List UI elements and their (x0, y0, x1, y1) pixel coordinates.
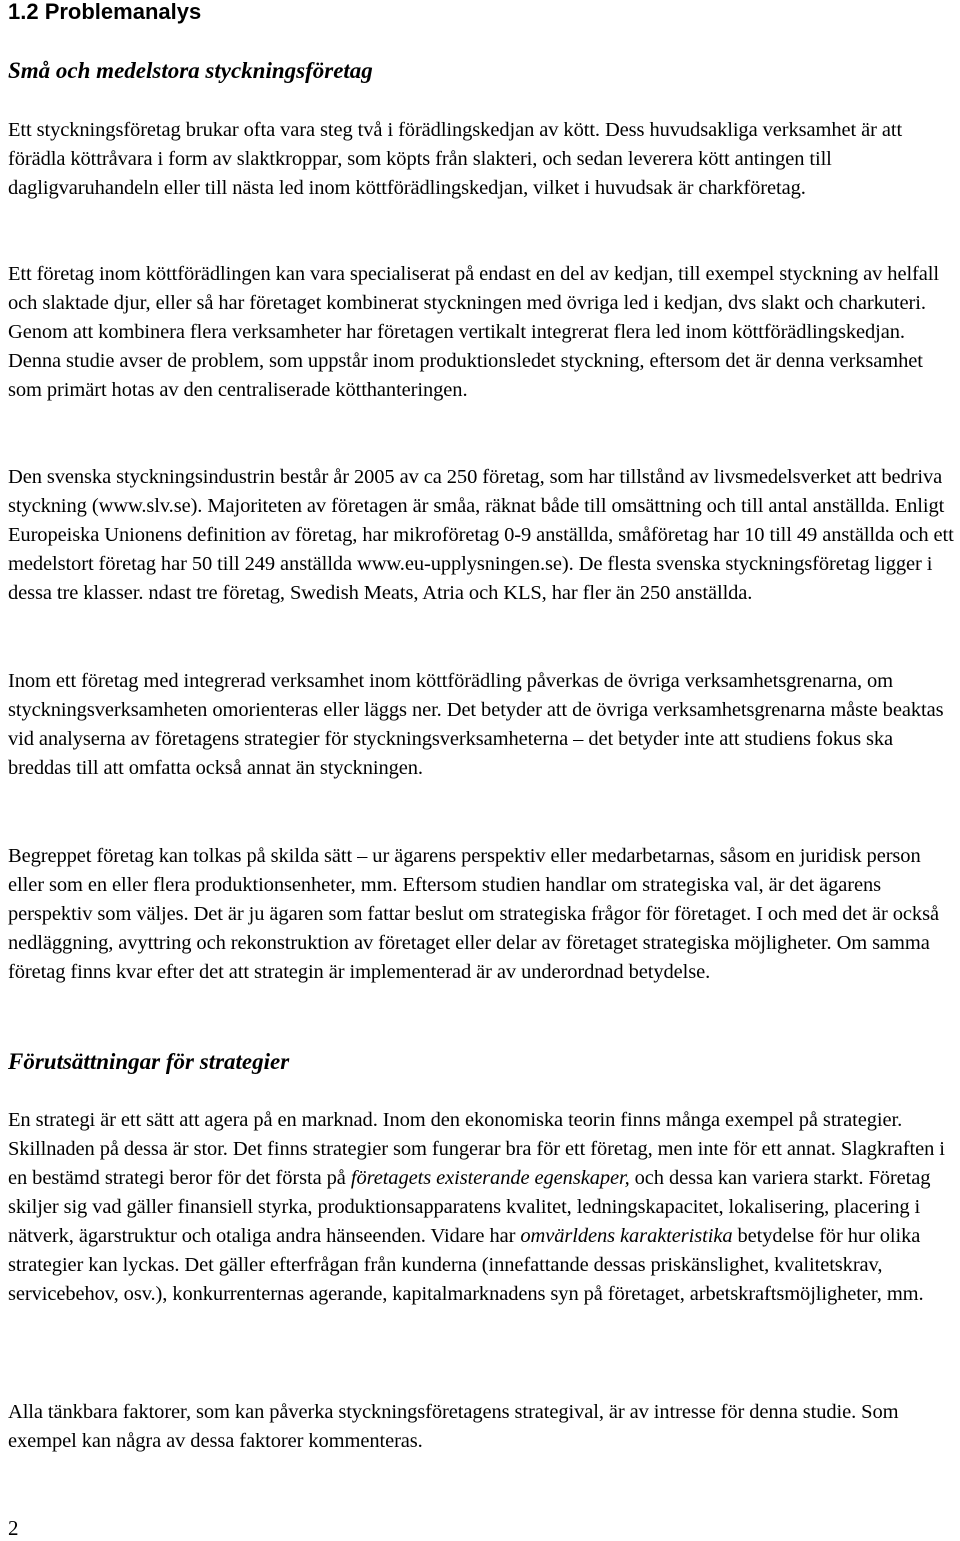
paragraph-6-part2: och dessa kan variera starkt. Företag skiljer sig vad gäller finansiell styrka, produktionsapparatens kvalitet, ledningskapacitet, lokalisering, placering i nätverk, ägarstruktur och otaliga andra hänseenden. Vidare har (8, 1167, 931, 1247)
paragraph-5: Begreppet företag kan tolkas på skilda sätt – ur ägarens perspektiv eller medarbetarnas, såsom en juridisk person eller som en eller flera produktionsenheter, mm. Eftersom studien handlar om strategiska val, är det ägarens perspektiv som väljes. Det är ju ägaren som fattar beslut om strategiska frågor för företaget. I och med det är också nedläggning, avyttring och rekonstruktion av företaget eller delar av företaget strategiska möjligheter. Om samma företag finns kvar efter det att strategin är implementerad är av underordnad betydelse. (8, 845, 939, 983)
paragraph-2: Ett företag inom köttförädlingen kan vara specialiserat på endast en del av kedjan, till exempel styckning av helfall och slaktade djur, eller så har företaget kombinerat styckningen med övriga led i kedjan, dvs slakt och charkuteri. Genom att kombinera flera verksamheter har företagen vertikalt integrerat flera led inom köttförädlingskedjan. Denna studie avser de problem, som uppstår inom produktionsledet styckning, eftersom det är denna verksamhet som primärt hotas av den centraliserade kötthanteringen. (8, 263, 939, 401)
section-heading: 1.2 Problemanalys (8, 0, 202, 24)
paragraph-6-emphasis-environment: omvärldens karakteristika (520, 1225, 733, 1247)
paragraph-3: Den svenska styckningsindustrin består år 2005 av ca 250 företag, som har tillstånd av livsmedelsverket att bedriva styckning (www.slv.se). Majoriteten av företagen är småa, räknat både till omsättning och till antal anställda. Enligt Europeiska Unionens definition av företag, har mikroföretag 0-9 anställda, småföretag har 10 till 49 anställda och ett medelstort företag har 50 till 249 anställda www.eu-upplysningen.se). De flesta svenska styckningsföretag ligger i dessa tre klasser. ndast tre företag, Swedish Meats, Atria och KLS, har fler än 250 anställda. (8, 466, 954, 604)
paragraph-6-part1: En strategi är ett sätt att agera på en marknad. Inom den ekonomiska teorin finns många exempel på strategier. Skillnaden på dessa är stor. Det finns strategier som fungerar bra för ett företag, men inte för ett annat. Slagkraften i en bestämd strategi beror för det första på (8, 1109, 945, 1189)
subheading-strategy-prerequisites: Förutsättningar för strategier (8, 1049, 290, 1074)
paragraph-6 (8, 1106, 960, 1309)
paragraph-6-part3: betydelse för hur olika strategier kan lyckas. Det gäller efterfrågan från kunderna (innefattande dessas priskänslighet, kvalitetskrav, servicebehov, osv.), konkurrenternas agerande, kapitalmarknadens syn på företaget, arbetskraftsmöjligheter, mm. (8, 1225, 924, 1305)
paragraph-1: Ett styckningsföretag brukar ofta vara steg två i förädlingskedjan av kött. Dess huvudsakliga verksamhet är att förädla köttråvara i form av slaktkroppar, som köpts från slakteri, och sedan leverera kött antingen till dagligvaruhandeln eller till nästa led inom köttförädlingskedjan, vilket i huvudsak är charkföretag. (8, 119, 903, 199)
paragraph-7: Alla tänkbara faktorer, som kan påverka styckningsföretagens strategival, är av intresse för denna studie. Som exempel kan några av dessa faktorer kommenteras. (8, 1401, 899, 1452)
subheading-small-medium-companies: Små och medelstora styckningsföretag (8, 58, 373, 83)
paragraph-4: Inom ett företag med integrerad verksamhet inom köttförädling påverkas de övriga verksamhetsgrenarna, om styckningsverksamheten omorienteras eller läggs ner. Det betyder att de övriga verksamhetsgrenarna måste beaktas vid analyserna av företagens strategier för styckningsverksamheterna – det betyder inte att studiens fokus ska breddas till att omfatta också annat än styckningen. (8, 670, 944, 779)
page-number: 2 (8, 1516, 19, 1540)
paragraph-6-emphasis-company-properties: företagets existerande egenskaper, (350, 1167, 630, 1189)
